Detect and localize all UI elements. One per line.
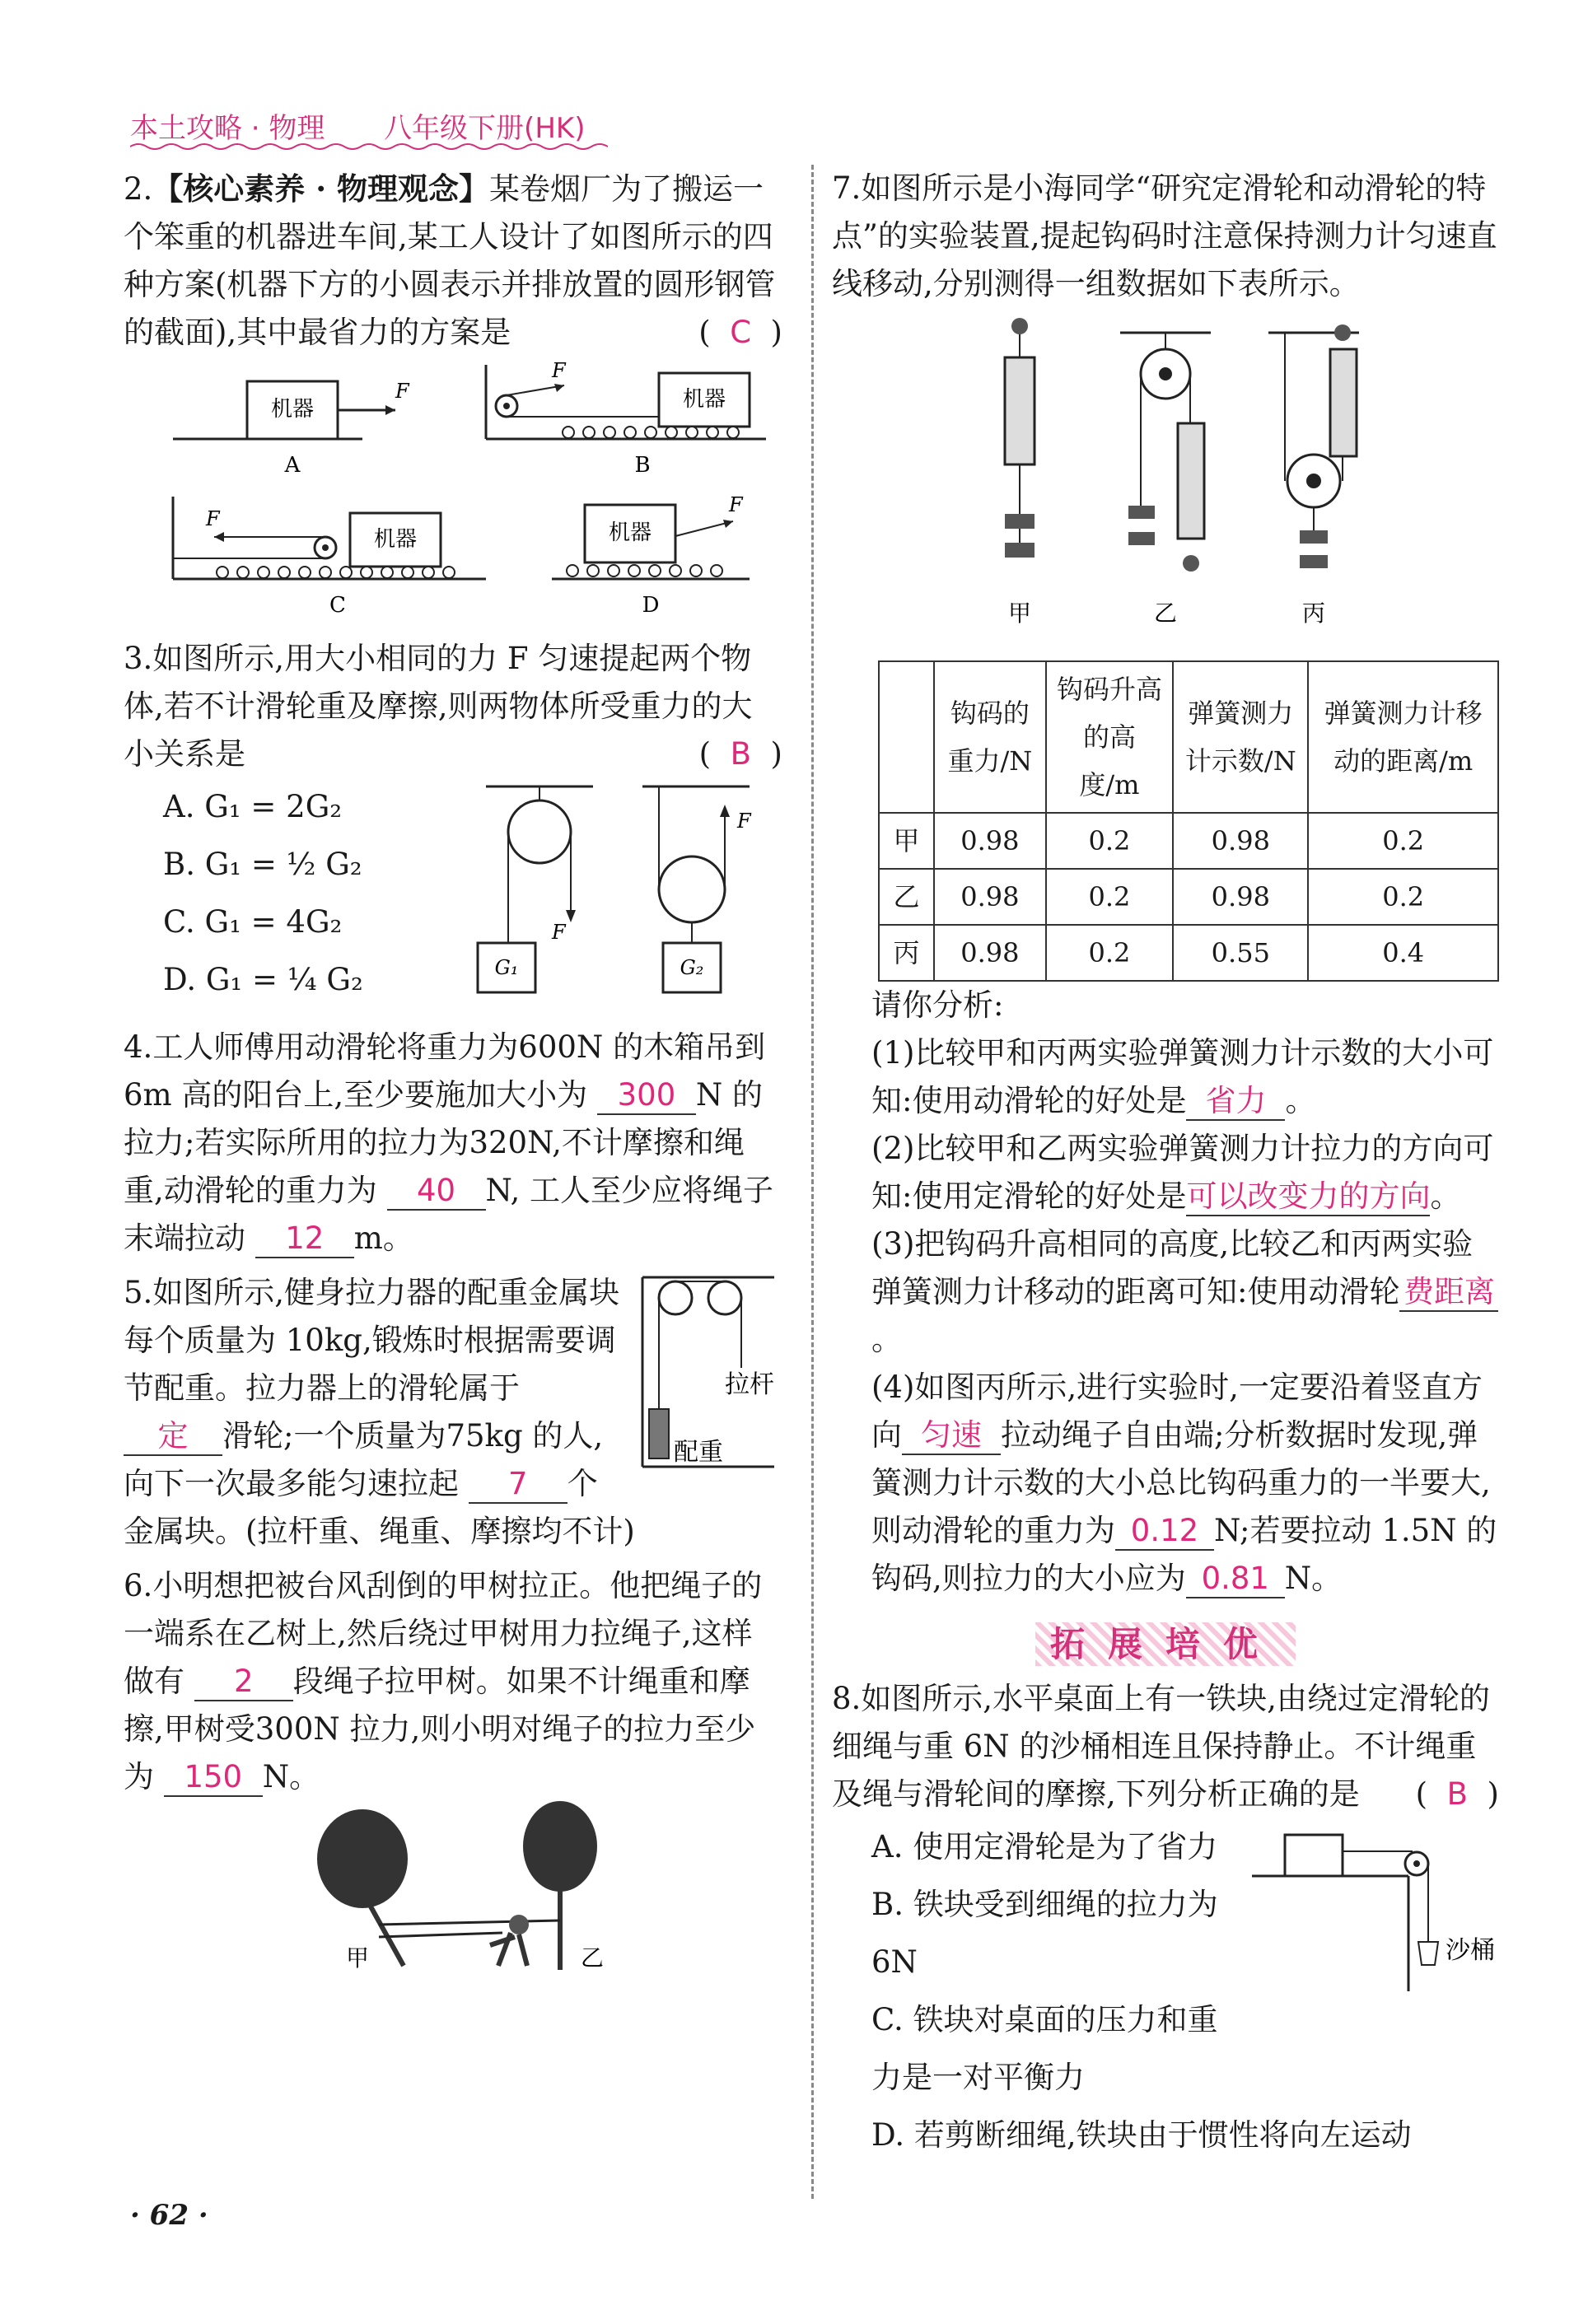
force-label: F xyxy=(206,507,220,530)
option-label-c: C xyxy=(329,593,346,618)
right-column xyxy=(832,165,1499,2171)
table-header xyxy=(879,661,934,813)
force-label: F xyxy=(395,380,409,403)
answer-blank: 费距离 xyxy=(1399,1274,1498,1312)
table-cell: 0.2 xyxy=(1046,813,1174,869)
answer-blank: 40 xyxy=(387,1173,486,1211)
table-cell: 0.2 xyxy=(1308,813,1498,869)
table-cell: 0.98 xyxy=(1173,813,1308,869)
option-b: B. G₁ = ½ G₂ xyxy=(163,847,362,882)
q7-data-table xyxy=(878,660,1499,982)
option-a: A. G₁ = 2G₂ xyxy=(163,789,343,824)
question-text: 如图所示,水平桌面上有一铁块,由绕过定滑轮的细绳与重 6N 的沙桶相连且保持静止。不计绳重及绳与滑轮间的摩擦,下列分析正确的是 xyxy=(832,1681,1490,1812)
question-text: 个金属块。(拉杆重、绳重、摩擦均不计) xyxy=(124,1466,635,1549)
answer-blank: 可以改变力的方向 xyxy=(1186,1178,1430,1216)
section-title-text: 拓展培优 xyxy=(1035,1622,1296,1666)
question-text: 拉动绳子自由端;分析数据时发现,弹簧测力计示数的大小总比钩码重力的一半要大,则动滑轮的重力为 xyxy=(871,1417,1491,1548)
question-number: 3. xyxy=(124,641,153,676)
question-text: 。 xyxy=(871,1322,902,1357)
answer-paren: ( B ) xyxy=(1415,1776,1499,1812)
option-d: D. G₁ = ¼ G₂ xyxy=(163,962,363,997)
sand-bucket-label: 沙桶 xyxy=(1446,1936,1495,1965)
table-cell: 0.98 xyxy=(934,925,1046,981)
option-label-d: D xyxy=(642,593,660,618)
option-label-b: B xyxy=(634,453,651,478)
question-3 xyxy=(124,635,782,1017)
analysis-1 xyxy=(832,1029,1499,1125)
analysis-4 xyxy=(832,1364,1499,1603)
table-header: 钩码升高的高度/m xyxy=(1046,661,1174,813)
option-d: D. 若剪断细绳,铁块由于惯性将向左运动 xyxy=(871,2117,1412,2153)
table-cell: 0.55 xyxy=(1173,925,1308,981)
answer-blank: 0.12 xyxy=(1115,1513,1214,1551)
option-a: A. 使用定滑轮是为了省力 xyxy=(871,1829,1218,1864)
option-b: B. 铁块受到细绳的拉力为6N xyxy=(871,1887,1218,1980)
column-divider xyxy=(811,165,814,2199)
question-7 xyxy=(832,165,1499,1603)
table-header-row xyxy=(879,661,1498,813)
tree-b-label: 乙 xyxy=(581,1944,605,1972)
answer-blank: 定 xyxy=(124,1418,222,1456)
question-4 xyxy=(124,1024,782,1262)
question-2 xyxy=(124,165,782,628)
answer-blank: 7 xyxy=(469,1466,567,1504)
answer: B xyxy=(1446,1776,1469,1812)
question-text: N。 xyxy=(262,1759,320,1794)
question-text: 。 xyxy=(1430,1178,1461,1214)
question-text: m。 xyxy=(353,1220,413,1256)
table-header: 弹簧测力计移动的距离/m xyxy=(1308,661,1498,813)
question-number: 2. xyxy=(124,171,153,207)
question-text: N 的拉力;若实际所用的拉力为320N,不计摩擦和绳重,动滑轮的重力为 xyxy=(124,1077,764,1208)
page-number: · 62 · xyxy=(130,2199,208,2232)
table-cell: 0.98 xyxy=(1173,869,1308,925)
q3-figure xyxy=(453,778,782,1017)
force-label: F xyxy=(552,921,566,944)
question-text: 如图所示是小海同学“研究定滑轮和动滑轮的特点”的实验装置,提起钩码时注意保持测力计匀速直线移动,分别测得一组数据如下表所示。 xyxy=(832,170,1497,301)
page-header xyxy=(130,105,585,146)
question-number: 4. xyxy=(124,1029,153,1065)
question-text: 如图所示,健身拉力器的配重金属块每个质量为 10kg,锻炼时根据需要调节配重。拉力器上的滑轮属于 xyxy=(124,1275,620,1406)
header-subtitle: 八年级下册(HK) xyxy=(384,112,586,145)
pull-rod-label: 拉杆 xyxy=(725,1370,774,1399)
machine-label: 机器 xyxy=(682,387,726,412)
table-cell: 0.2 xyxy=(1046,925,1174,981)
table-header: 钩码的重力/N xyxy=(934,661,1046,813)
answer-blank: 12 xyxy=(255,1220,354,1258)
g1-label: G₁ xyxy=(494,956,519,979)
table-header: 弹簧测力计示数/N xyxy=(1173,661,1308,813)
figure-label-b: 乙 xyxy=(1153,600,1178,627)
q8-figure xyxy=(1244,1818,1499,2000)
machine-label: 机器 xyxy=(608,520,652,545)
force-label: F xyxy=(729,493,743,516)
question-text: (4)如图丙所示,进行实验时,一定要沿着竖直方向 xyxy=(871,1370,1483,1453)
question-text: (1)比较甲和丙两实验弹簧测力计示数的大小可知:使用动滑轮的好处是 xyxy=(871,1035,1494,1118)
table-cell: 乙 xyxy=(879,869,934,925)
tree-a-label: 甲 xyxy=(346,1944,370,1972)
question-5 xyxy=(124,1269,782,1556)
answer-paren: ( B ) xyxy=(698,736,782,772)
q6-figure xyxy=(313,1801,659,1982)
option-c: C. G₁ = 4G₂ xyxy=(163,904,343,940)
weight-label: 配重 xyxy=(674,1438,723,1467)
q2-figure xyxy=(156,357,782,628)
g2-label: G₂ xyxy=(680,956,704,979)
question-8 xyxy=(832,1675,1499,2164)
section-title xyxy=(832,1617,1499,1667)
question-text: (2)比较甲和乙两实验弹簧测力计拉力的方向可知:使用定滑轮的好处是 xyxy=(871,1131,1494,1214)
table-cell: 甲 xyxy=(879,813,934,869)
answer: B xyxy=(730,736,752,772)
analysis-intro: 请你分析: xyxy=(871,987,1004,1023)
question-text: 工人师傅用动滑轮将重力为600N 的木箱吊到 6m 高的阳台上,至少要施加大小为 xyxy=(124,1029,766,1113)
option-label-a: A xyxy=(284,453,301,478)
question-text: N;若要拉动 1.5N 的钩码,则拉力的大小应为 xyxy=(871,1513,1497,1596)
table-row xyxy=(879,925,1498,981)
table-row xyxy=(879,869,1498,925)
table-cell: 0.98 xyxy=(934,813,1046,869)
question-number: 7. xyxy=(832,170,862,206)
analysis-2 xyxy=(832,1125,1499,1220)
answer-blank: 0.81 xyxy=(1186,1561,1285,1598)
question-number: 5. xyxy=(124,1275,153,1310)
analysis-3 xyxy=(832,1220,1499,1364)
force-label: F xyxy=(552,359,566,382)
question-text: N, 工人至少应将绳子末端拉动 xyxy=(124,1173,774,1256)
question-text: 如图所示,用大小相同的力 F 匀速提起两个物体,若不计滑轮重及摩擦,则两物体所受重力的大小关系是 xyxy=(124,641,753,772)
answer-blank: 150 xyxy=(164,1759,263,1797)
question-text: 滑轮;一个质量为75kg 的人,向下一次最多能匀速拉起 xyxy=(124,1418,604,1501)
machine-label: 机器 xyxy=(270,397,315,422)
q5-figure xyxy=(634,1269,782,1475)
answer-paren: ( C ) xyxy=(698,315,782,350)
question-6 xyxy=(124,1562,782,1982)
machine-label: 机器 xyxy=(373,527,418,552)
answer-blank: 省力 xyxy=(1186,1083,1285,1121)
table-cell: 丙 xyxy=(879,925,934,981)
question-number: 8. xyxy=(832,1681,862,1716)
table-cell: 0.4 xyxy=(1308,925,1498,981)
question-tag: 【核心素养 · 物理观念】 xyxy=(152,170,489,207)
header-title: 本土攻略 · 物理 xyxy=(130,112,325,145)
answer: C xyxy=(730,315,752,350)
answer-blank: 300 xyxy=(597,1077,696,1115)
question-text: (3)把钩码升高相同的高度,比较乙和丙两实验弹簧测力计移动的距离可知:使用动滑轮 xyxy=(871,1226,1474,1309)
question-text: 小明想把被台风刮倒的甲树拉正。他把绳子的一端系在乙树上,然后绕过甲树用力拉绳子,这样做有 xyxy=(124,1568,763,1699)
answer-blank: 2 xyxy=(194,1664,293,1701)
table-row xyxy=(879,813,1498,869)
figure-label-c: 丙 xyxy=(1301,600,1326,627)
table-cell: 0.2 xyxy=(1308,869,1498,925)
header-wave-line xyxy=(130,142,608,152)
figure-label-a: 甲 xyxy=(1007,600,1032,627)
force-label: F xyxy=(737,810,751,833)
table-cell: 0.98 xyxy=(934,869,1046,925)
q7-figure xyxy=(931,308,1507,654)
question-text: N。 xyxy=(1284,1561,1343,1596)
question-number: 6. xyxy=(124,1568,153,1603)
table-cell: 0.2 xyxy=(1046,869,1174,925)
question-text: 。 xyxy=(1285,1083,1316,1118)
left-column xyxy=(124,165,782,1989)
question-text: 段绳子拉甲树。如果不计绳重和摩擦,甲树受300N 拉力,则小明对绳子的拉力至少为 xyxy=(124,1664,756,1794)
answer-blank: 匀速 xyxy=(902,1417,1001,1455)
option-c: C. 铁块对桌面的压力和重力是一对平衡力 xyxy=(871,2002,1218,2095)
question-text: 某卷烟厂为了搬运一个笨重的机器进车间,某工人设计了如图所示的四种方案(机器下方的小圆表示并排放置的圆形钢管的截面),其中最省力的方案是 xyxy=(124,171,776,350)
